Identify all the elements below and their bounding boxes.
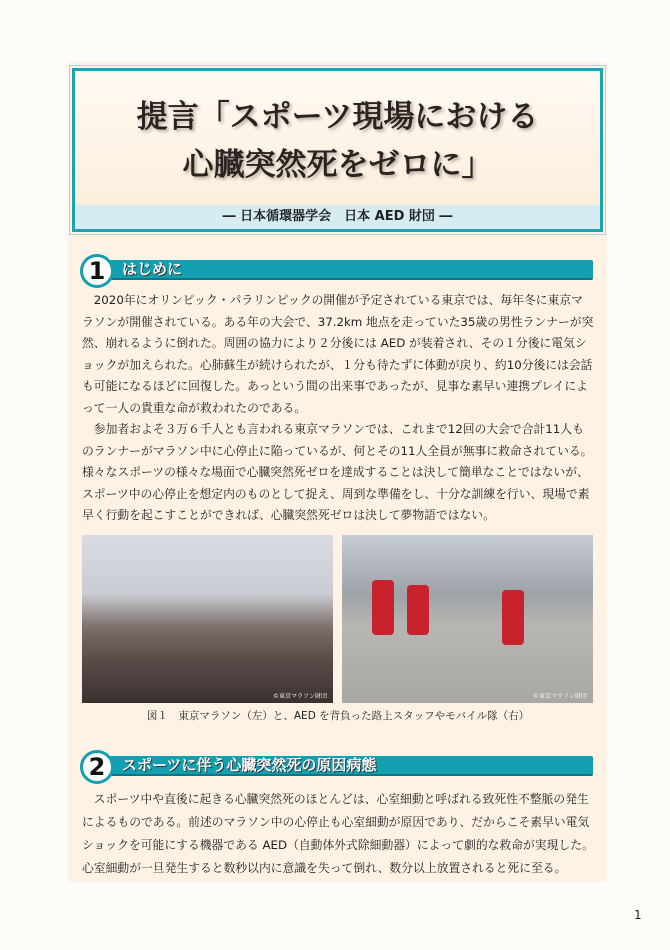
paragraph: 参加者およそ３万６千人とも言われる東京マラソンでは、これまで12回の大会で合計11人ものランナーがマラソン中に心停止に陥っているが、何とその11人全員が無事に救命されている。様々なスポーツの様々な場面で心臓突然死ゼロを達成することは決して簡単なことではないが、スポーツ中の心停止を想定内のものとして捉え、周到な準備をし、十分な訓練を行い、現場で素早く行動を起こすことができれば、心臓突然死ゼロは決して夢物語ではない。 bbox=[82, 422, 593, 522]
page-number: 1 bbox=[634, 908, 642, 922]
section-title: スポーツに伴う心臓突然死の原因病態 bbox=[122, 756, 377, 774]
photo-credit: ©東京マラソン財団 bbox=[272, 693, 327, 700]
section-heading-2 bbox=[80, 753, 593, 781]
paragraph: 2020年にオリンピック・パラリンピックの開催が予定されている東京では、毎年冬に東京マラソンが開催されている。ある年の大会で、37.2km 地点を走っていた35歳の男性ランナーが突然、崩れるように倒れた。周囲の協力により２分後には AED が装着され、その１分後に電気ショックが加えられた。心肺蘇生が続けられたが、１分も待たずに体動が戻り、約10分後には会話も可能になるほどに回復した。あっという間の出来事であったが、見事な素早い連携プレイによって一人の貴重な命が救われたのである。 bbox=[82, 293, 594, 415]
figure-caption: 図１ 東京マラソン（左）と、AED を背負った路上スタッフやモバイル隊（右） bbox=[146, 710, 530, 722]
title-box bbox=[72, 68, 603, 232]
section-number: 1 bbox=[80, 254, 114, 288]
page-title bbox=[75, 93, 600, 189]
marathon-photo bbox=[82, 535, 333, 703]
photo-credit: ©東京マラソン財団 bbox=[532, 693, 587, 700]
section-title: はじめに bbox=[122, 260, 183, 278]
section-number: 2 bbox=[80, 750, 114, 784]
title-line-2: 心臓突然死をゼロに」 bbox=[182, 147, 493, 183]
authors: ― 日本循環器学会 日本 AED 財団 ― bbox=[75, 205, 600, 229]
paragraph: スポーツ中や直後に起きる心臓突然死のほとんどは、心室細動と呼ばれる致死性不整脈の発生によるものである。前述のマラソン中の心停止も心室細動が原因であり、だからこそ素早い電気ショックを可能にする機器である AED（自動体外式除細動器）によって劇的な救命が実現した。心室細動が一旦発生すると数秒以内に意識を失って倒れ、数分以上放置されると死に至る。 bbox=[82, 792, 594, 875]
section-heading-1 bbox=[80, 257, 593, 285]
aed-staff-photo bbox=[342, 535, 593, 703]
title-line-1: 提言「スポーツ現場における bbox=[136, 99, 539, 135]
